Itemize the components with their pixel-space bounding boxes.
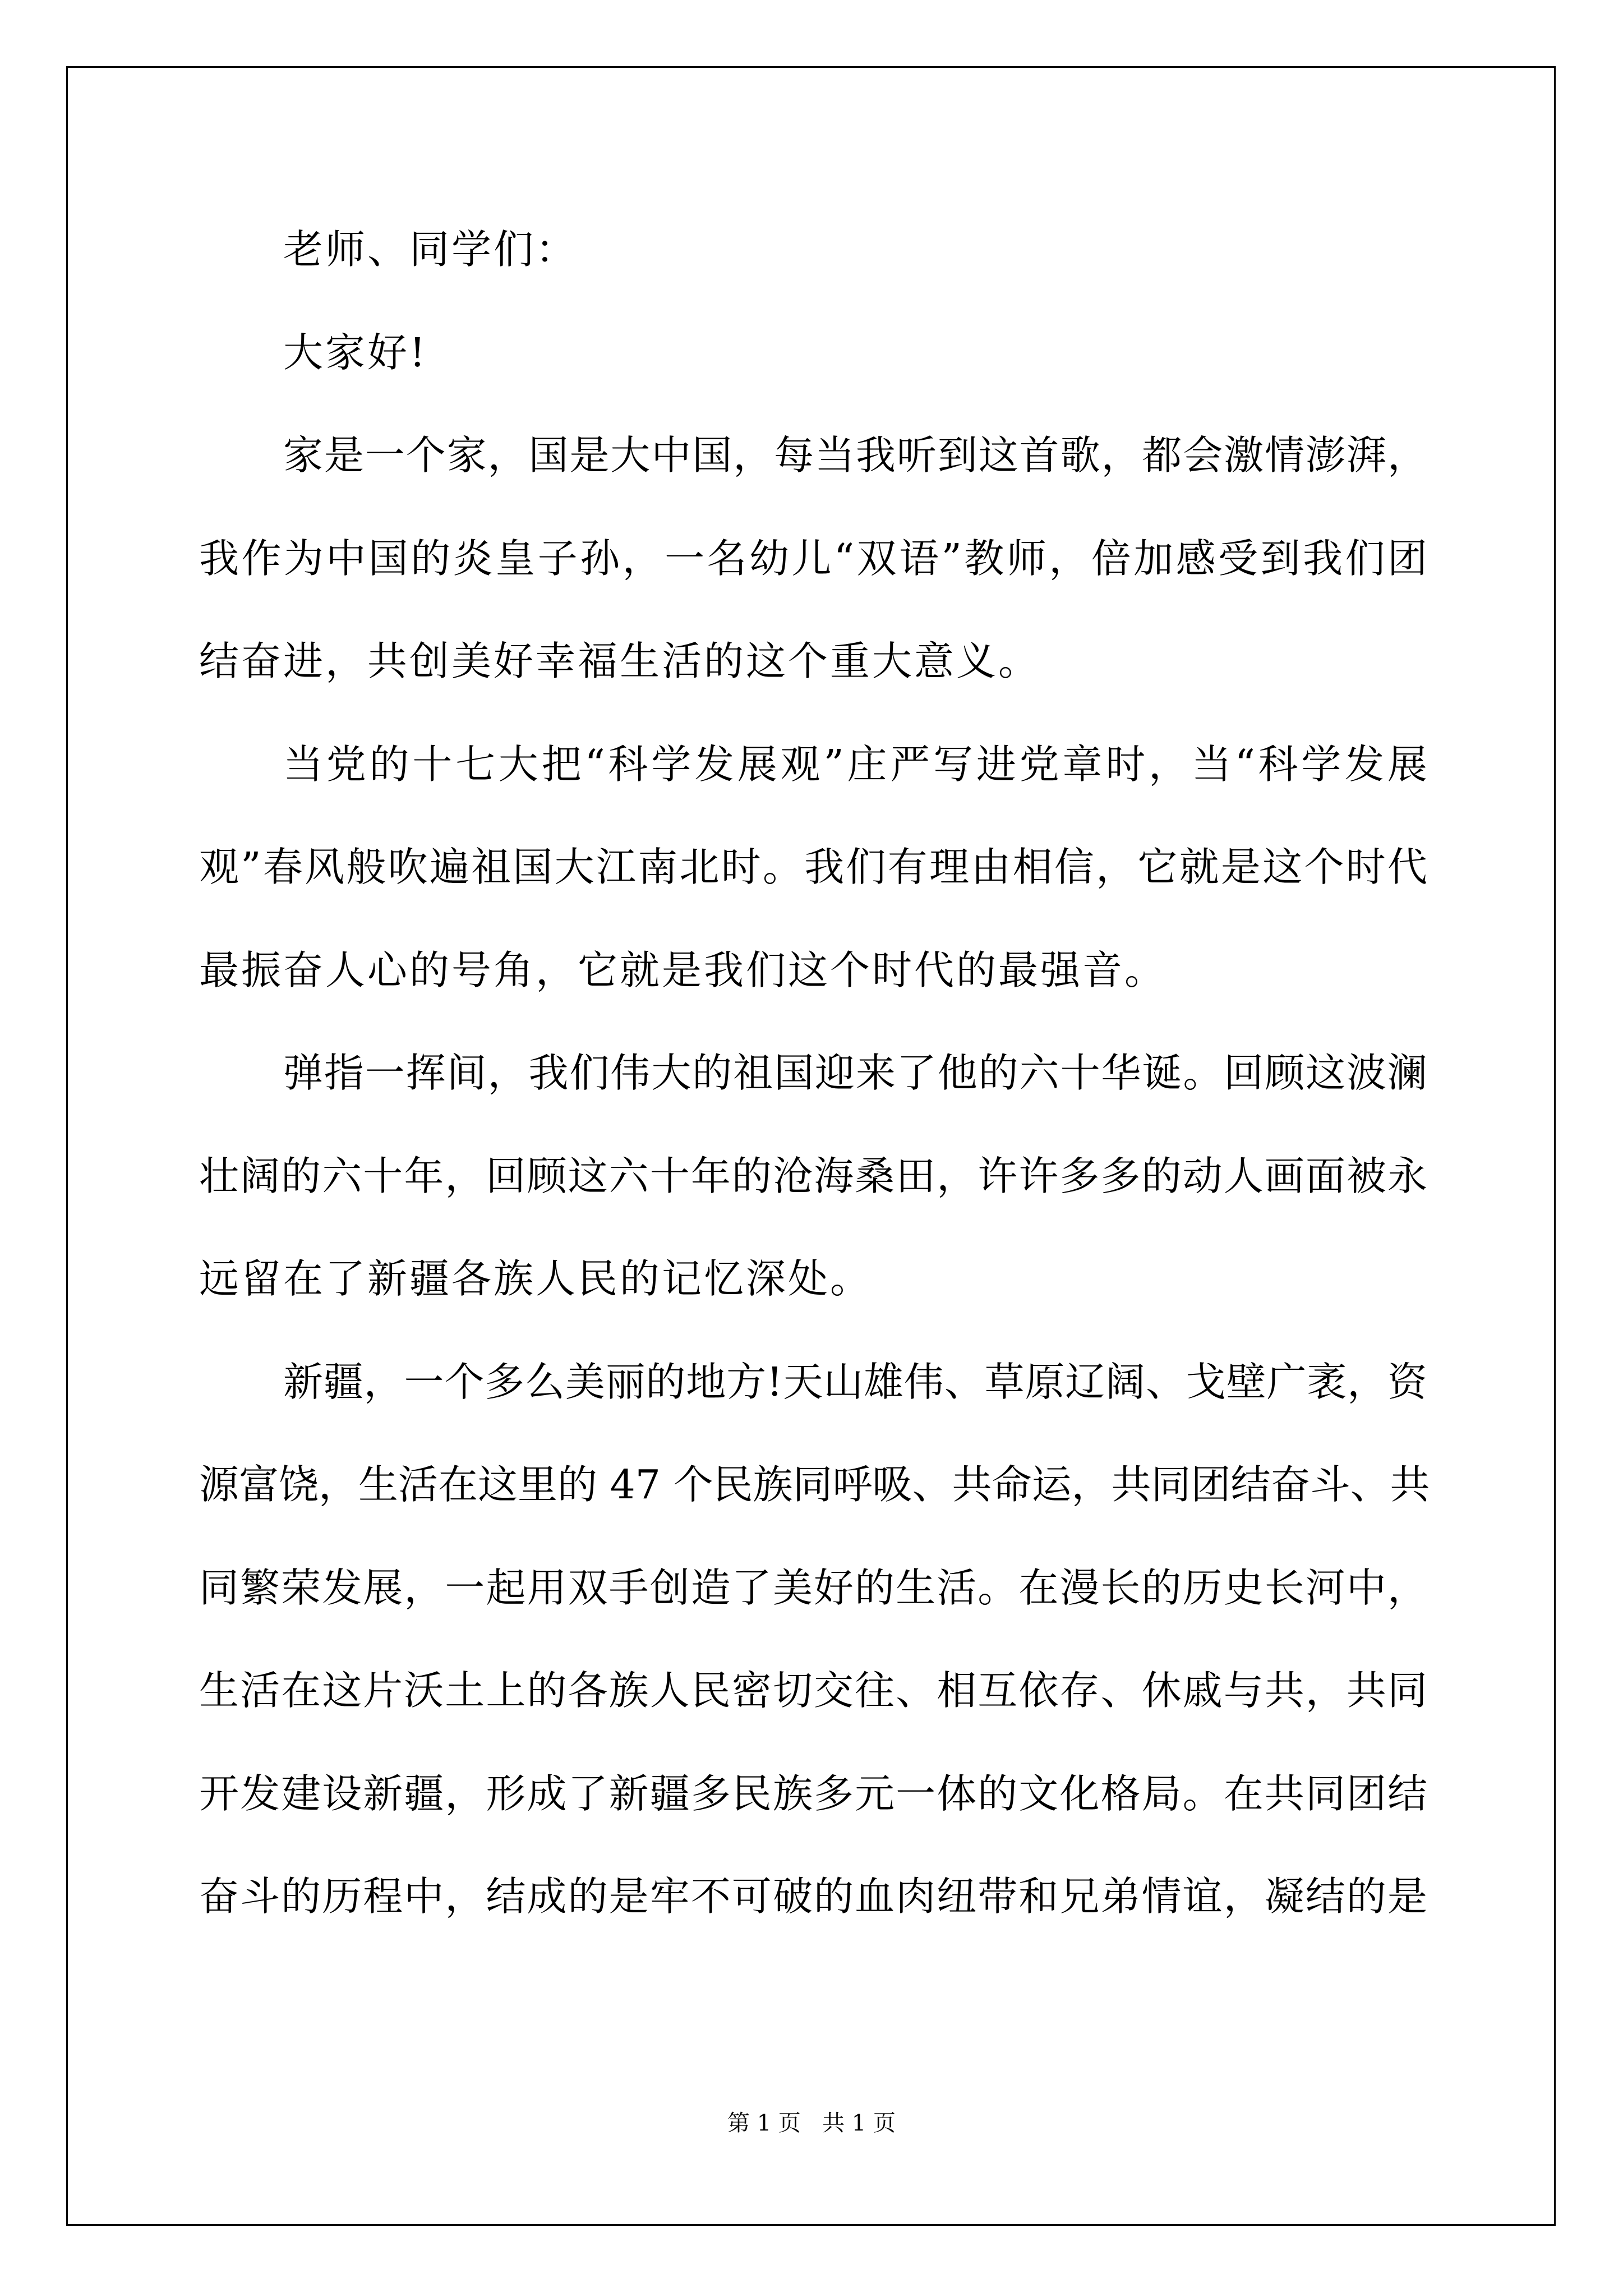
text-line: 结奋进，共创美好幸福生活的这个重大意义。 [199,638,1041,684]
text-line: 弹指一挥间，我们伟大的祖国迎来了他的六十华诞。回顾这波澜 [283,1050,1427,1096]
text-line: 新疆，一个多么美丽的地方!天山雄伟、草原辽阔、戈壁广袤，资 [283,1358,1427,1405]
text-line: 源富饶，生活在这里的 47 个民族同呼吸、共命运，共同团结奋斗、共 [199,1461,1430,1508]
text-line: 壮阔的六十年，回顾这六十年的沧海桑田，许许多多的动人画面被永 [199,1152,1427,1199]
text-line: 当党的十七大把“科学发展观”庄严写进党章时，当“科学发展 [283,740,1427,788]
text-line: 远留在了新疆各族人民的记忆深处。 [199,1255,873,1302]
text-line: 开发建设新疆，形成了新疆多民族多元一体的文化格局。在共同团结 [199,1770,1427,1817]
text-line: 大家好! [283,329,428,376]
text-line: 生活在这片沃土上的各族人民密切交往、相互依存、休戚与共，共同 [199,1667,1427,1714]
text-line: 老师、同学们： [283,226,578,273]
text-line: 同繁荣发展，一起用双手创造了美好的生活。在漫长的历史长河中， [199,1564,1427,1611]
page-footer: 第 1 页 共 1 页 [727,2110,896,2136]
text-line: 观”春风般吹遍祖国大江南北时。我们有理由相信，它就是这个时代 [199,844,1427,890]
text-line: 最振奋人心的号角，它就是我们这个时代的最强音。 [199,946,1167,993]
text-line: 我作为中国的炎皇子孙，一名幼儿“双语”教师，倍加感受到我们团 [199,535,1427,582]
text-line: 奋斗的历程中，结成的是牢不可破的血肉纽带和兄弟情谊，凝结的是 [199,1873,1427,1920]
text-line: 家是一个家，国是大中国，每当我听到这首歌，都会激情澎湃， [283,432,1427,478]
